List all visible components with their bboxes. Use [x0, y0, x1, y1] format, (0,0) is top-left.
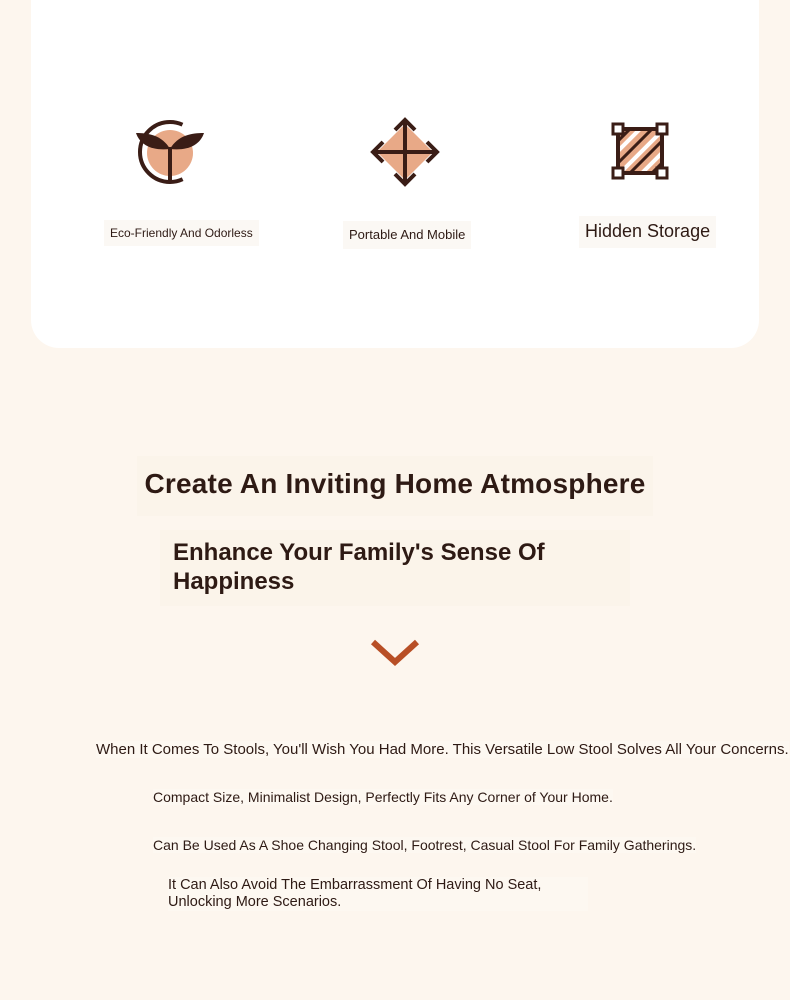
description-line: Compact Size, Minimalist Design, Perfectly Fits Any Corner of Your Home.	[153, 789, 613, 805]
feature-label: Portable And Mobile	[343, 221, 471, 249]
move-arrows-icon	[369, 116, 441, 188]
leaf-sprout-icon	[132, 115, 204, 187]
subtitle-box	[160, 530, 630, 606]
description-line: It Can Also Avoid The Embarrassment Of Having No Seat, Unlocking More Scenarios.	[168, 877, 588, 911]
page-subtitle: Enhance Your Family's Sense Of Happiness	[173, 539, 545, 595]
description-line: Can Be Used As A Shoe Changing Stool, Footrest, Casual Stool For Family Gatherings.	[153, 837, 697, 853]
page-title: Create An Inviting Home Atmosphere	[144, 468, 646, 499]
headline-box	[137, 456, 653, 516]
description-line: When It Comes To Stools, You'll Wish You Had More. This Versatile Low Stool Solves All Your Concerns.	[96, 741, 789, 758]
storage-box-icon	[604, 115, 676, 187]
chevron-down-icon[interactable]	[369, 636, 421, 668]
feature-label: Eco-Friendly And Odorless	[104, 220, 259, 246]
feature-label: Hidden Storage	[579, 216, 716, 248]
